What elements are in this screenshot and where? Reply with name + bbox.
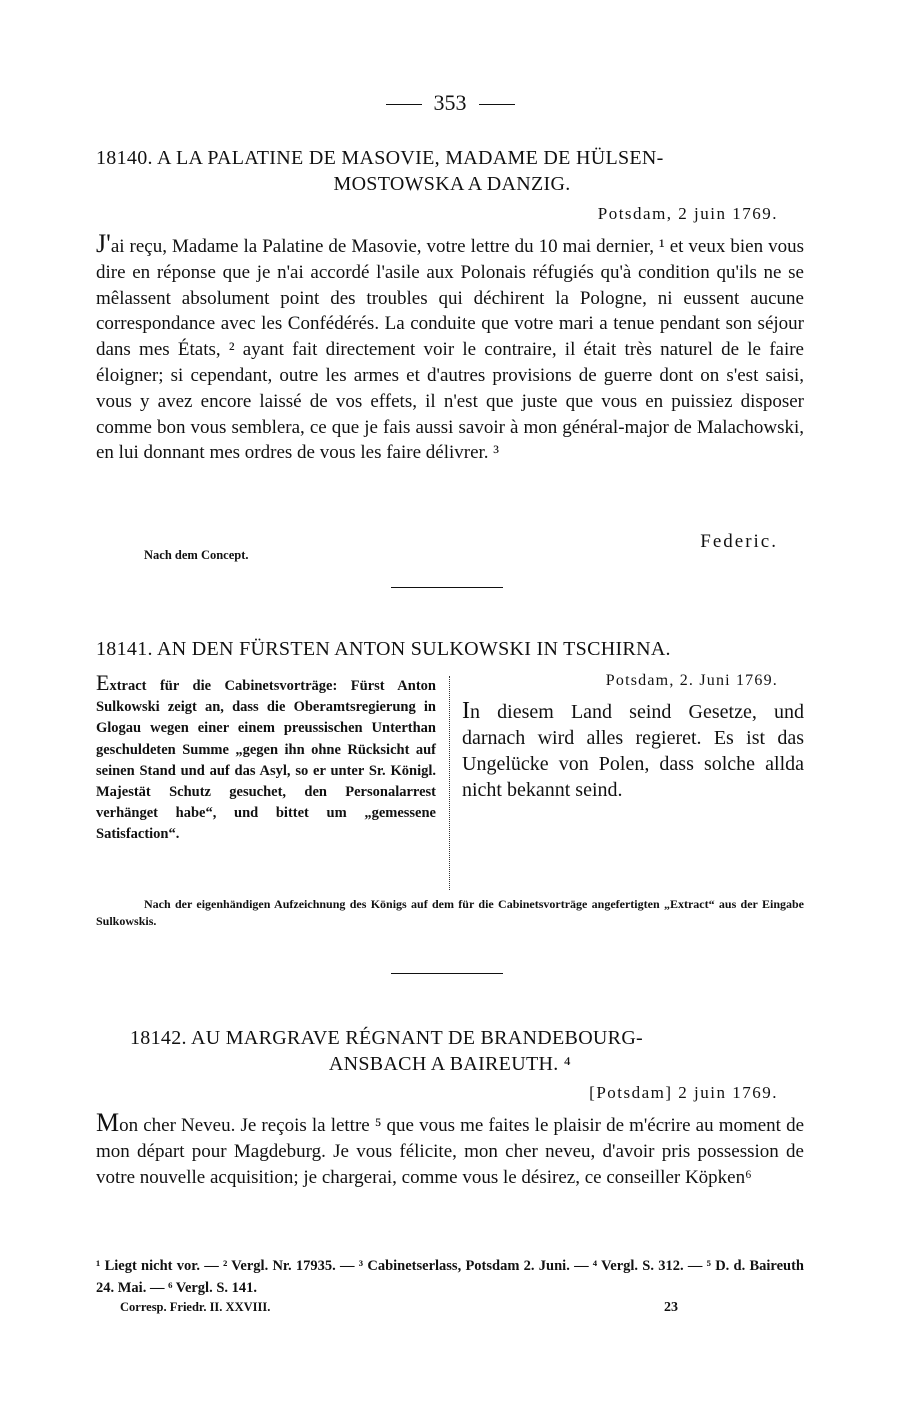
page-number: 353 xyxy=(433,90,467,115)
letter-number: 18142. xyxy=(130,1027,187,1049)
extract-dropcap: E xyxy=(96,670,110,695)
letter-18142-heading xyxy=(130,1025,770,1077)
reply-column xyxy=(462,698,804,803)
extract-column xyxy=(96,672,436,846)
letter-18141-heading xyxy=(96,636,808,662)
letter-title: AN DEN FÜRSTEN ANTON SULKOWSKI IN TSCHIRNA. xyxy=(157,638,671,660)
section-divider xyxy=(391,587,503,588)
footer-signature-mark: 23 xyxy=(664,1300,678,1315)
letter-title-line2: ANSBACH A BAIREUTH. ⁴ xyxy=(328,1053,572,1075)
letter-18140-signature: Federic. xyxy=(700,531,778,552)
letter-18140-dateline: Potsdam, 2 juin 1769. xyxy=(597,204,778,223)
footer-series: Corresp. Friedr. II. XXVIII. xyxy=(120,1300,271,1314)
source-note-text: Nach der eigenhändigen Aufzeichnung des Königs auf dem für die Cabinetsvorträge angefertigten „Extract“ aus der Eingabe Sulkowskis. xyxy=(96,897,804,928)
letter-number: 18141. xyxy=(96,638,153,660)
section-divider xyxy=(391,973,503,974)
header-rule-right xyxy=(479,104,515,105)
header-rule-left xyxy=(386,104,422,105)
letter-18142-dateline: [Potsdam] 2 juin 1769. xyxy=(589,1083,778,1102)
letter-18141-source-note xyxy=(96,896,804,930)
page-footer xyxy=(120,1300,804,1315)
letter-18142-body: Mon cher Neveu. Je reçois la lettre ⁵ que vous me faites le plaisir de m'écrire au moment de mon départ pour Magdeburg. Je vous félicite, mon cher neveu, d'avoir pris possession de votre nouvelle acquisition; je chargerai, comme vous le désirez, ce conseiller Köpken⁶ xyxy=(96,1108,804,1188)
letter-18140-body: J'ai reçu, Madame la Palatine de Masovie, votre lettre du 10 mai dernier, ¹ et veux bien vous dire en réponse que je n'ai accordé l'asile aux Polonais réfugiés qu'à condition qu'ils ne se mêlassent absolument point des troubles qui déchirent la Pologne, ni eussent aucune correspondance avec les Confédérés. La conduite que votre mari a tenue pendant son séjour dans mes États, ² ayant fait directement voir le contraire, il était très naturel de le faire éloigner; si cependant, outre les armes et d'autres provisions de guerre dont on s'est saisi, vous y avez encore laissé de vos effets, il n'est que juste que vous en puissiez disposer comme bon vous semblera, ce que je fais aussi savoir à mon général-major de Malachowski, en lui donnant mes ordres de vous les faire délivrer. ³ xyxy=(96,229,804,464)
column-separator xyxy=(449,676,450,890)
letter-title-line1: AU MARGRAVE RÉGNANT DE BRANDEBOURG- xyxy=(191,1027,644,1049)
extract-text: xtract für die Cabinetsvorträge: Fürst Anton Sulkowski zeigt an, dass die Oberamtsregierung in Glogau wegen einer einem preussischen Unterthan geschuldeten Summe „gegen ihn ohne Rücksicht auf seinen Stand und auf das Asyl, so er unter Sr. Königl. Majestät Schutz gesuchet, den Personalarrest verhänget habe“, und bittet um „gemessene Satisfaction“. xyxy=(96,678,436,843)
page-header xyxy=(0,90,900,116)
letter-number: 18140. xyxy=(96,147,153,169)
footnotes: ¹ Liegt nicht vor. — ² Vergl. Nr. 17935. — ³ Cabinetserlass, Potsdam 2. Juni. — ⁴ Vergl. S. 312. — ⁵ D. d. Baireuth 24. Mai. — ⁶ Vergl. S. 141. xyxy=(96,1258,804,1296)
letter-18140-source-note: Nach dem Concept. xyxy=(144,548,249,562)
letter-18140-heading xyxy=(96,145,808,197)
letter-title-line1: A LA PALATINE DE MASOVIE, MADAME DE HÜLSEN- xyxy=(157,147,664,169)
reply-text: n diesem Land seind Gesetze, und darnach wird alles regieret. Es ist das Ungelücke von Polen, dass solche allda nicht bekannt seind. xyxy=(462,701,804,801)
letter-18141-dateline: Potsdam, 2. Juni 1769. xyxy=(605,672,778,689)
letter-title-line2: MOSTOWSKA A DANZIG. xyxy=(333,173,571,195)
reply-dropcap: I xyxy=(462,698,470,724)
